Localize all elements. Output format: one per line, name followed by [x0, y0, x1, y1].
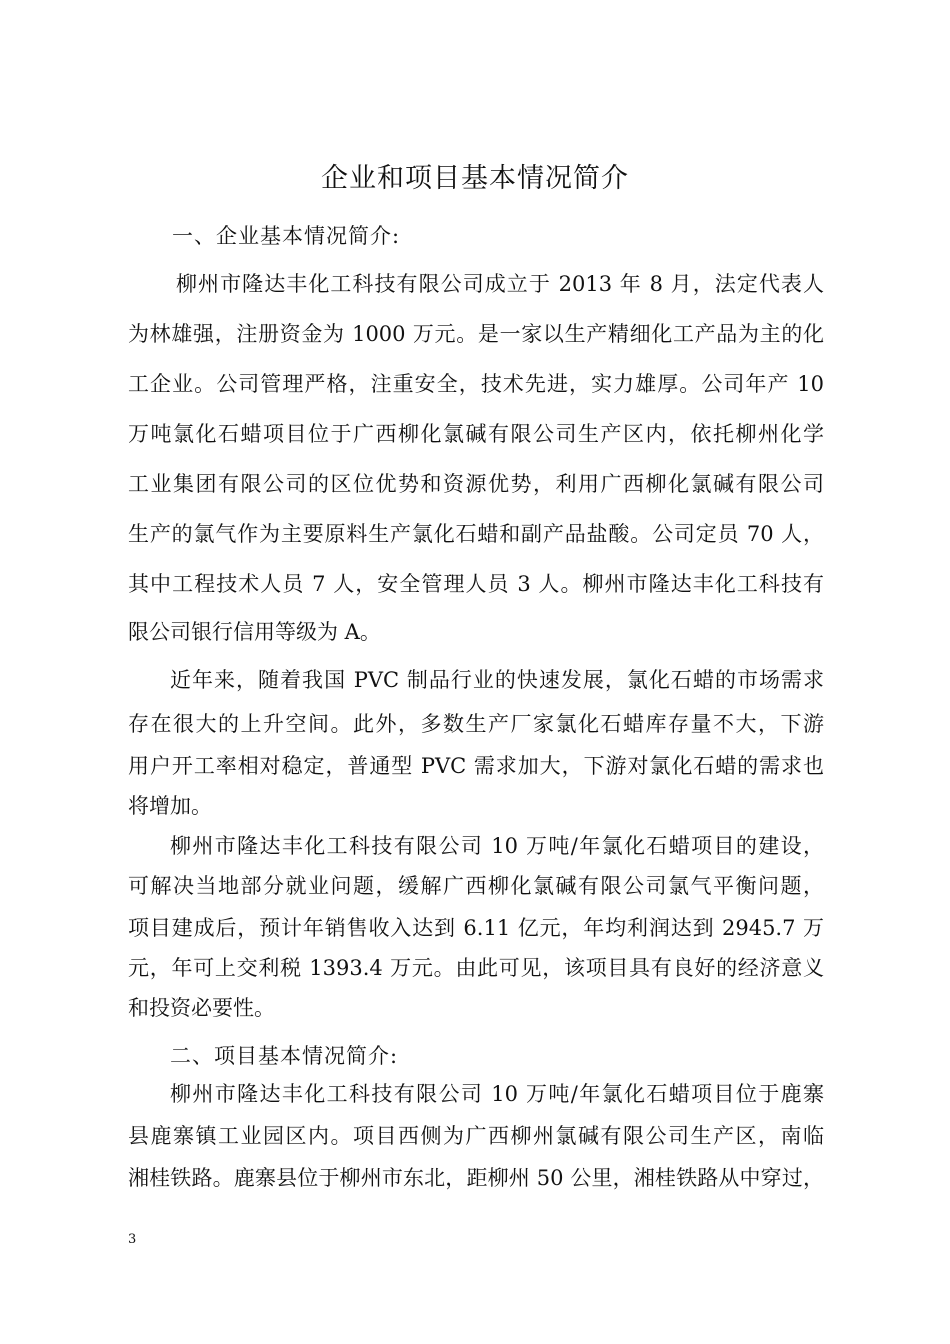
paragraph-line: 柳州市隆达丰化工科技有限公司 10 万吨/年氯化石蜡项目的建设，	[170, 834, 824, 858]
section-heading-2: 二、项目基本情况简介:	[170, 1044, 399, 1068]
paragraph-line: 县鹿寨镇工业园区内。项目西侧为广西柳州氯碱有限公司生产区，南临	[128, 1124, 824, 1148]
paragraph-line: 其中工程技术人员 7 人，安全管理人员 3 人。柳州市隆达丰化工科技有	[128, 572, 824, 596]
paragraph-line: 生产的氯气作为主要原料生产氯化石蜡和副产品盐酸。公司定员 70 人，	[128, 522, 824, 546]
paragraph-line: 柳州市隆达丰化工科技有限公司 10 万吨/年氯化石蜡项目位于鹿寨	[170, 1082, 824, 1106]
paragraph-line: 存在很大的上升空间。此外，多数生产厂家氯化石蜡库存量不大，下游	[128, 712, 824, 736]
paragraph-line: 工企业。公司管理严格，注重安全，技术先进，实力雄厚。公司年产 10	[128, 372, 824, 396]
paragraph-line: 限公司银行信用等级为 A。	[128, 620, 381, 644]
page-number: 3	[128, 1232, 137, 1247]
paragraph-line: 为林雄强，注册资金为 1000 万元。是一家以生产精细化工产品为主的化	[128, 322, 824, 346]
paragraph-line: 将增加。	[128, 794, 212, 818]
page-title: 企业和项目基本情况简介	[321, 163, 629, 194]
paragraph-line: 可解决当地部分就业问题，缓解广西柳化氯碱有限公司氯气平衡问题，	[128, 874, 824, 898]
paragraph-line: 柳州市隆达丰化工科技有限公司成立于 2013 年 8 月，法定代表人	[176, 272, 824, 296]
paragraph-line: 元，年可上交利税 1393.4 万元。由此可见，该项目具有良好的经济意义	[128, 956, 824, 980]
paragraph-line: 工业集团有限公司的区位优势和资源优势，利用广西柳化氯碱有限公司	[128, 472, 824, 496]
paragraph-line: 近年来，随着我国 PVC 制品行业的快速发展，氯化石蜡的市场需求	[170, 668, 824, 692]
paragraph-line: 湘桂铁路。鹿寨县位于柳州市东北，距柳州 50 公里，湘桂铁路从中穿过，	[128, 1166, 824, 1190]
section-heading-1: 一、企业基本情况简介:	[172, 224, 401, 248]
paragraph-line: 用户开工率相对稳定，普通型 PVC 需求加大，下游对氯化石蜡的需求也	[128, 754, 824, 778]
paragraph-line: 和投资必要性。	[128, 996, 275, 1020]
paragraph-line: 项目建成后，预计年销售收入达到 6.11 亿元，年均利润达到 2945.7 万	[128, 916, 824, 940]
paragraph-line: 万吨氯化石蜡项目位于广西柳化氯碱有限公司生产区内，依托柳州化学	[128, 422, 824, 446]
